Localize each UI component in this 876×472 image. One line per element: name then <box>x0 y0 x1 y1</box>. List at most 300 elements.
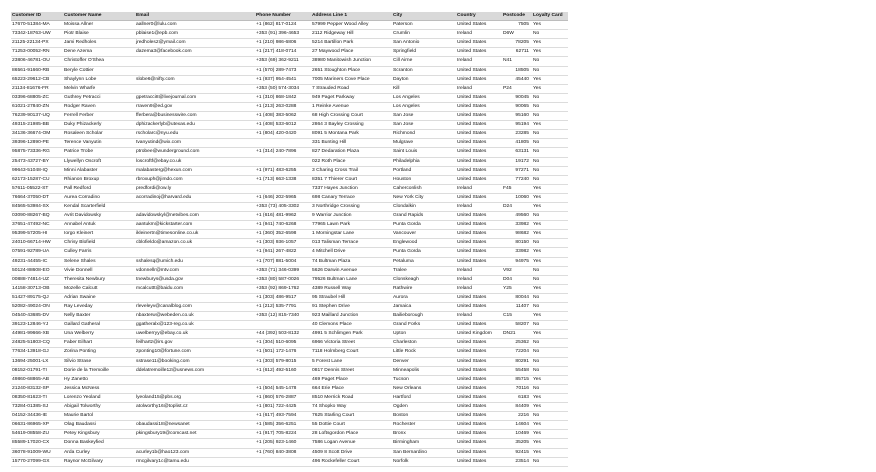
cell-country[interactable]: United States <box>456 430 502 439</box>
table-row[interactable] <box>11 148 568 157</box>
cell-email[interactable]: loscroftf@ebay.co.uk <box>135 157 255 166</box>
cell-customer-name[interactable]: Duky Phizackerly <box>63 121 135 130</box>
cell-phone-number[interactable]: +1 (210) 986-6806 <box>255 39 311 48</box>
cell-email[interactable]: nbaxterw@webeden.co.uk <box>135 312 255 321</box>
cell-customer-id[interactable]: 76664-37050-DT <box>11 193 63 202</box>
cell-city[interactable]: San Jose <box>392 112 456 121</box>
cell-address-line-1[interactable]: 0817 Dennis Street <box>311 366 392 375</box>
cell-postcode[interactable]: 80044 <box>502 293 532 302</box>
cell-phone-number[interactable]: +1 (760) 840-3808 <box>255 448 311 457</box>
cell-phone-number[interactable]: +44 (392) 503-8132 <box>255 330 311 339</box>
cell-customer-name[interactable]: Ferrell Ferber <box>63 112 135 121</box>
cell-loyalty-card[interactable]: No <box>532 30 568 39</box>
cell-phone-number[interactable]: +1 (941) 267-4822 <box>255 248 311 257</box>
column-header-country[interactable]: Country <box>456 12 502 21</box>
cell-customer-id[interactable]: 21240-83132-SP <box>11 384 63 393</box>
cell-customer-name[interactable]: Lorenzo Yeoland <box>63 393 135 402</box>
table-row[interactable] <box>11 57 568 66</box>
cell-phone-number[interactable]: +1 (937) 954-4541 <box>255 75 311 84</box>
cell-phone-number[interactable]: +1 (612) 492-5160 <box>255 366 311 375</box>
cell-customer-id[interactable]: 86561-91660-RB <box>11 66 63 75</box>
cell-address-line-1[interactable]: 331 Bunting Hill <box>311 139 392 148</box>
cell-country[interactable]: United States <box>456 357 502 366</box>
cell-email[interactable]: predfordi@ow.ly <box>135 184 255 193</box>
cell-customer-id[interactable]: 03090-88267-BQ <box>11 212 63 221</box>
cell-customer-name[interactable]: Jessica McNess <box>63 384 135 393</box>
cell-loyalty-card[interactable]: No <box>532 339 568 348</box>
cell-city[interactable]: Petaluma <box>392 257 456 266</box>
cell-postcode[interactable]: 62711 <box>502 48 532 57</box>
cell-customer-id[interactable]: 39123-12846-YJ <box>11 321 63 330</box>
cell-loyalty-card[interactable]: No <box>532 239 568 248</box>
cell-city[interactable]: Aurora <box>392 293 456 302</box>
cell-loyalty-card[interactable]: Yes <box>532 184 568 193</box>
table-row[interactable] <box>11 357 568 366</box>
cell-country[interactable]: Ireland <box>456 84 502 93</box>
cell-postcode[interactable]: Y25 <box>502 284 532 293</box>
table-row[interactable] <box>11 30 568 39</box>
cell-postcode[interactable]: 33982 <box>502 248 532 257</box>
cell-email[interactable]: sshalesq@umich.edu <box>135 257 255 266</box>
cell-address-line-1[interactable]: 3 Charing Cross Trail <box>311 166 392 175</box>
cell-address-line-1[interactable]: 4509 8 Scott Drive <box>311 448 392 457</box>
cell-postcode[interactable]: 7505 <box>502 21 532 30</box>
cell-loyalty-card[interactable]: Yes <box>532 248 568 257</box>
table-row[interactable] <box>11 248 568 257</box>
cell-loyalty-card[interactable]: No <box>532 175 568 184</box>
cell-email[interactable]: aallner0@lulu.com <box>135 21 255 30</box>
cell-loyalty-card[interactable]: No <box>532 457 568 466</box>
cell-city[interactable]: Hartford <box>392 393 456 402</box>
cell-customer-id[interactable]: 49231-44455-IC <box>11 257 63 266</box>
cell-loyalty-card[interactable]: Yes <box>532 403 568 412</box>
cell-country[interactable]: United States <box>456 102 502 111</box>
cell-customer-name[interactable]: Jami Redholes <box>63 39 135 48</box>
cell-country[interactable]: United States <box>456 148 502 157</box>
cell-email[interactable]: vdonnellr@mtv.com <box>135 266 255 275</box>
cell-customer-name[interactable]: Zorina Ponting <box>63 348 135 357</box>
cell-loyalty-card[interactable]: Yes <box>532 39 568 48</box>
table-row[interactable] <box>11 439 568 448</box>
table-row[interactable] <box>11 139 568 148</box>
cell-phone-number[interactable]: +1 (303) 486-9517 <box>255 293 311 302</box>
cell-customer-id[interactable]: 85589-17020-CX <box>11 439 63 448</box>
cell-country[interactable]: United States <box>456 121 502 130</box>
cell-city[interactable]: Houston <box>392 175 456 184</box>
cell-customer-name[interactable]: Melvin Wharfe <box>63 84 135 93</box>
table-row[interactable] <box>11 330 568 339</box>
cell-customer-id[interactable]: 21134-81676-FR <box>11 84 63 93</box>
cell-address-line-1[interactable]: 8510 Merrick Road <box>311 393 392 402</box>
cell-customer-name[interactable]: Iorgo Kleinert <box>63 230 135 239</box>
cell-email[interactable]: adavidowskyl@netvibes.com <box>135 212 255 221</box>
table-row[interactable] <box>11 312 568 321</box>
table-row[interactable] <box>11 221 568 230</box>
cell-customer-name[interactable]: Hy Zanetto <box>63 375 135 384</box>
cell-email[interactable] <box>135 66 255 75</box>
cell-customer-name[interactable]: Ray Leveday <box>63 303 135 312</box>
cell-customer-id[interactable]: 37651-47492-NC <box>11 221 63 230</box>
cell-customer-name[interactable]: Avrit Davidowsky <box>63 212 135 221</box>
cell-customer-name[interactable]: Christoffer O'Shea <box>63 57 135 66</box>
cell-phone-number[interactable] <box>255 321 311 330</box>
cell-email[interactable]: rbroxuph@jimdo.com <box>135 175 255 184</box>
cell-customer-name[interactable]: Selene Shales <box>63 257 135 266</box>
cell-country[interactable]: United States <box>456 221 502 230</box>
cell-country[interactable]: Ireland <box>456 266 502 275</box>
cell-email[interactable]: acorradinoj@harvard.edu <box>135 193 255 202</box>
cell-city[interactable]: Upton <box>392 330 456 339</box>
cell-city[interactable]: Minneapolis <box>392 366 456 375</box>
cell-postcode[interactable]: F45 <box>502 184 532 193</box>
cell-postcode[interactable]: 70116 <box>502 384 532 393</box>
cell-country[interactable]: United States <box>456 21 502 30</box>
cell-loyalty-card[interactable]: Yes <box>532 448 568 457</box>
cell-email[interactable]: zponting10@fortune.com <box>135 348 255 357</box>
cell-phone-number[interactable]: +1 (304) 510-6095 <box>255 339 311 348</box>
cell-customer-name[interactable]: Maurie Bartol <box>63 412 135 421</box>
cell-loyalty-card[interactable]: Yes <box>532 84 568 93</box>
cell-address-line-1[interactable]: 27 Maywood Place <box>311 48 392 57</box>
cell-customer-id[interactable]: 95875-73336-RG <box>11 148 63 157</box>
cell-customer-id[interactable]: 49315-21985-BB <box>11 121 63 130</box>
cell-customer-id[interactable]: 21125-22134-PX <box>11 39 63 48</box>
cell-country[interactable]: United States <box>456 339 502 348</box>
cell-loyalty-card[interactable]: No <box>532 366 568 375</box>
cell-customer-name[interactable]: Patrice Trobe <box>63 148 135 157</box>
cell-email[interactable]: atolworthy16@toplist.cz <box>135 403 255 412</box>
table-row[interactable] <box>11 93 568 102</box>
table-row[interactable] <box>11 430 568 439</box>
cell-address-line-1[interactable]: 2651 Stoughton Place <box>311 66 392 75</box>
cell-phone-number[interactable]: +353 (69) 362-9211 <box>255 57 311 66</box>
cell-customer-name[interactable]: Minni Alabaster <box>63 166 135 175</box>
cell-city[interactable]: Portland <box>392 166 456 175</box>
cell-phone-number[interactable]: +1 (801) 722-4425 <box>255 403 311 412</box>
cell-customer-id[interactable]: 08152-01791-TI <box>11 366 63 375</box>
cell-customer-id[interactable]: 03396-68805-ZC <box>11 93 63 102</box>
table-row[interactable] <box>11 275 568 284</box>
cell-address-line-1[interactable]: 4 Mitchell Drive <box>311 248 392 257</box>
cell-email[interactable] <box>135 248 255 257</box>
cell-customer-name[interactable]: Faber Eilhart <box>63 339 135 348</box>
cell-phone-number[interactable]: +353 (50) 574-3034 <box>255 84 311 93</box>
cell-phone-number[interactable]: +1 (971) 483-6255 <box>255 166 311 175</box>
cell-address-line-1[interactable]: 77965 Lawn Park <box>311 221 392 230</box>
cell-loyalty-card[interactable]: No <box>532 212 568 221</box>
cell-email[interactable]: rmcgilvary1c@tamu.edu <box>135 457 255 466</box>
cell-postcode[interactable]: C15 <box>502 312 532 321</box>
cell-customer-name[interactable]: Rhianon Broxup <box>63 175 135 184</box>
cell-address-line-1[interactable]: 7 Strauded Road <box>311 84 392 93</box>
cell-country[interactable]: United States <box>456 321 502 330</box>
cell-postcode[interactable]: V92 <box>502 266 532 275</box>
cell-city[interactable]: Saint Louis <box>392 148 456 157</box>
cell-country[interactable]: United States <box>456 303 502 312</box>
cell-customer-name[interactable]: Mozelle Calcutt <box>63 284 135 293</box>
cell-customer-id[interactable]: 95399-57205-HI <box>11 230 63 239</box>
cell-customer-name[interactable]: Una Welberry <box>63 330 135 339</box>
cell-phone-number[interactable]: +1 (707) 881-5004 <box>255 257 311 266</box>
cell-country[interactable]: United States <box>456 448 502 457</box>
table-row[interactable] <box>11 448 568 457</box>
cell-city[interactable]: Clondalkin <box>392 202 456 211</box>
cell-email[interactable]: fferbera@businesswire.com <box>135 112 255 121</box>
cell-customer-id[interactable]: 24825-51803-CQ <box>11 339 63 348</box>
cell-customer-name[interactable]: Shaylynn Lobe <box>63 75 135 84</box>
table-row[interactable] <box>11 193 568 202</box>
cell-address-line-1[interactable]: 74 Shopko Way <box>311 403 392 412</box>
cell-email[interactable]: rleveleyv@canalblog.com <box>135 303 255 312</box>
table-row[interactable] <box>11 175 568 184</box>
cell-email[interactable] <box>135 202 255 211</box>
cell-phone-number[interactable]: +1 (585) 356-6251 <box>255 421 311 430</box>
cell-city[interactable]: San Jose <box>392 121 456 130</box>
cell-country[interactable]: United States <box>456 139 502 148</box>
cell-email[interactable]: rraven9@ed.gov <box>135 102 255 111</box>
table-row[interactable] <box>11 412 568 421</box>
cell-phone-number[interactable]: +353 (91) 396-4653 <box>255 30 311 39</box>
cell-phone-number[interactable] <box>255 457 311 466</box>
table-row[interactable] <box>11 166 568 175</box>
cell-loyalty-card[interactable]: No <box>532 321 568 330</box>
cell-loyalty-card[interactable]: Yes <box>532 375 568 384</box>
cell-email[interactable]: lyeoland15@pbs.org <box>135 393 255 402</box>
cell-city[interactable]: Rochester <box>392 421 456 430</box>
table-row[interactable] <box>11 112 568 121</box>
cell-loyalty-card[interactable]: Yes <box>532 421 568 430</box>
cell-city[interactable]: Englewood <box>392 239 456 248</box>
cell-email[interactable] <box>135 84 255 93</box>
cell-postcode[interactable]: 19172 <box>502 157 532 166</box>
cell-phone-number[interactable]: +1 (617) 493-7594 <box>255 412 311 421</box>
cell-country[interactable]: United States <box>456 348 502 357</box>
table-row[interactable] <box>11 239 568 248</box>
cell-phone-number[interactable]: +1 (862) 817-0124 <box>255 21 311 30</box>
cell-phone-number[interactable]: +1 (941) 740-6268 <box>255 221 311 230</box>
cell-customer-name[interactable]: Terence Vanyutin <box>63 139 135 148</box>
cell-customer-id[interactable]: 14158-30713-OB <box>11 284 63 293</box>
cell-city[interactable]: Crumlin <box>392 30 456 39</box>
cell-postcode[interactable]: N41 <box>502 57 532 66</box>
cell-phone-number[interactable]: +1 (314) 240-7896 <box>255 148 311 157</box>
cell-loyalty-card[interactable]: Yes <box>532 439 568 448</box>
cell-postcode[interactable]: 72204 <box>502 348 532 357</box>
cell-city[interactable]: Birmingham <box>392 439 456 448</box>
cell-address-line-1[interactable]: 2864 3 Bayley Crossing <box>311 121 392 130</box>
cell-customer-id[interactable]: 44981-99666-XB <box>11 330 63 339</box>
cell-loyalty-card[interactable]: No <box>532 130 568 139</box>
cell-customer-id[interactable]: 04152-34436-IE <box>11 412 63 421</box>
cell-city[interactable]: Ogden <box>392 403 456 412</box>
cell-address-line-1[interactable]: 496 Rockefeller Court <box>311 457 392 466</box>
cell-customer-id[interactable]: 04540-43685-DV <box>11 312 63 321</box>
cell-address-line-1[interactable]: 28 Loftsgordon Place <box>311 430 392 439</box>
cell-loyalty-card[interactable]: Yes <box>532 257 568 266</box>
cell-country[interactable]: United States <box>456 257 502 266</box>
cell-postcode[interactable]: 84409 <box>502 403 532 412</box>
cell-postcode[interactable]: 63131 <box>502 148 532 157</box>
cell-postcode[interactable]: D24 <box>502 202 532 211</box>
cell-customer-id[interactable]: 71253-00052-RN <box>11 48 63 57</box>
cell-address-line-1[interactable]: 5214 Bartillon Park <box>311 39 392 48</box>
cell-customer-id[interactable]: 73284-01385-SJ <box>11 403 63 412</box>
column-header-loyalty-card[interactable]: Loyalty Card <box>532 12 568 21</box>
cell-city[interactable]: New Orleans <box>392 384 456 393</box>
cell-customer-name[interactable]: Guthrey Petracci <box>63 93 135 102</box>
table-row[interactable] <box>11 102 568 111</box>
cell-phone-number[interactable]: +353 (12) 815-7340 <box>255 312 311 321</box>
cell-city[interactable]: San Bernardino <box>392 448 456 457</box>
column-header-customer-name[interactable]: Customer Name <box>63 12 135 21</box>
cell-phone-number[interactable]: +1 (501) 172-1476 <box>255 348 311 357</box>
cell-customer-name[interactable]: Dorie de la Tremoille <box>63 366 135 375</box>
cell-country[interactable]: Ireland <box>456 30 502 39</box>
cell-address-line-1[interactable]: 013 Talisman Terrace <box>311 239 392 248</box>
cell-customer-name[interactable]: Arda Curley <box>63 448 135 457</box>
cell-customer-name[interactable]: Beryle Cottier <box>63 66 135 75</box>
cell-loyalty-card[interactable]: Yes <box>532 393 568 402</box>
cell-postcode[interactable]: 23514 <box>502 457 532 466</box>
cell-loyalty-card[interactable]: Yes <box>532 202 568 211</box>
cell-loyalty-card[interactable]: Yes <box>532 221 568 230</box>
cell-city[interactable]: New York City <box>392 193 456 202</box>
cell-country[interactable]: United States <box>456 384 502 393</box>
cell-country[interactable]: United States <box>456 39 502 48</box>
cell-address-line-1[interactable]: 57999 Pepper Wood Alley <box>311 21 392 30</box>
cell-customer-name[interactable]: Vivie Donnell <box>63 266 135 275</box>
cell-postcode[interactable]: 55458 <box>502 366 532 375</box>
cell-customer-id[interactable]: 76239-90137-UQ <box>11 112 63 121</box>
cell-email[interactable]: ikleinertn@timesonline.co.uk <box>135 230 255 239</box>
cell-loyalty-card[interactable]: Yes <box>532 48 568 57</box>
cell-customer-name[interactable]: Culley Farris <box>63 248 135 257</box>
cell-email[interactable]: tnewburys@usda.gov <box>135 275 255 284</box>
cell-loyalty-card[interactable]: No <box>532 348 568 357</box>
cell-address-line-1[interactable]: 7118 Holmberg Court <box>311 348 392 357</box>
cell-city[interactable]: Grand Forks <box>392 321 456 330</box>
cell-city[interactable]: Grand Rapids <box>392 212 456 221</box>
table-row[interactable] <box>11 457 568 466</box>
cell-loyalty-card[interactable]: No <box>532 93 568 102</box>
cell-phone-number[interactable]: +1 (408) 533-6012 <box>255 121 311 130</box>
cell-address-line-1[interactable]: 949 Paget Parkway <box>311 93 392 102</box>
cell-city[interactable]: Punta Gorda <box>392 248 456 257</box>
cell-email[interactable]: gpetracci8@livejournal.com <box>135 93 255 102</box>
cell-email[interactable]: aantukm@kickstarter.com <box>135 221 255 230</box>
cell-city[interactable]: Norfolk <box>392 457 456 466</box>
cell-country[interactable]: United States <box>456 157 502 166</box>
cell-country[interactable]: United States <box>456 393 502 402</box>
cell-customer-name[interactable]: Donna Baskeyfied <box>63 439 135 448</box>
cell-postcode[interactable]: 80291 <box>502 357 532 366</box>
cell-city[interactable]: Springfield <box>392 48 456 57</box>
cell-postcode[interactable]: 10060 <box>502 193 532 202</box>
cell-country[interactable]: United Kingdom <box>456 330 502 339</box>
cell-customer-id[interactable]: 17670-51384-MA <box>11 21 63 30</box>
cell-city[interactable]: Little Rock <box>392 348 456 357</box>
cell-postcode[interactable]: 6183 <box>502 393 532 402</box>
cell-customer-id[interactable]: 51427-89175-QJ <box>11 293 63 302</box>
cell-country[interactable]: United States <box>456 412 502 421</box>
cell-customer-name[interactable]: Annabel Antuk <box>63 221 135 230</box>
column-header-city[interactable]: City <box>392 12 456 21</box>
cell-email[interactable]: cblofieldo@amazon.co.uk <box>135 239 255 248</box>
table-row[interactable] <box>11 84 568 93</box>
cell-postcode[interactable]: 80150 <box>502 239 532 248</box>
cell-email[interactable]: rscholarc@nyu.edu <box>135 130 255 139</box>
cell-country[interactable]: Ireland <box>456 202 502 211</box>
table-row[interactable] <box>11 348 568 357</box>
cell-loyalty-card[interactable]: No <box>532 57 568 66</box>
cell-postcode[interactable]: 49560 <box>502 212 532 221</box>
cell-postcode[interactable]: 94975 <box>502 257 532 266</box>
cell-customer-id[interactable]: 49860-68865-AB <box>11 375 63 384</box>
cell-city[interactable]: Paterson <box>392 21 456 30</box>
cell-loyalty-card[interactable]: Yes <box>532 312 568 321</box>
cell-customer-id[interactable]: 07591-92789-UA <box>11 248 63 257</box>
cell-city[interactable]: Vancouver <box>392 230 456 239</box>
cell-city[interactable]: Charleston <box>392 339 456 348</box>
cell-country[interactable]: United States <box>456 293 502 302</box>
cell-loyalty-card[interactable]: No <box>532 293 568 302</box>
cell-phone-number[interactable]: +1 (303) 579-8015 <box>255 357 311 366</box>
cell-loyalty-card[interactable]: No <box>532 148 568 157</box>
cell-email[interactable]: pblaise1@epb.com <box>135 30 255 39</box>
table-row[interactable] <box>11 121 568 130</box>
cell-email[interactable]: dazema3@facebook.com <box>135 48 255 57</box>
cell-country[interactable]: United States <box>456 239 502 248</box>
table-row[interactable] <box>11 75 568 84</box>
cell-postcode[interactable]: D04 <box>502 275 532 284</box>
cell-customer-id[interactable]: 15770-27099-GX <box>11 457 63 466</box>
cell-country[interactable]: Ireland <box>456 312 502 321</box>
column-header-email[interactable]: Email <box>135 12 255 21</box>
table-row[interactable] <box>11 321 568 330</box>
table-row[interactable] <box>11 21 568 30</box>
cell-country[interactable]: Ireland <box>456 57 502 66</box>
cell-country[interactable]: United States <box>456 93 502 102</box>
table-row[interactable] <box>11 375 568 384</box>
cell-country[interactable]: United States <box>456 421 502 430</box>
cell-postcode[interactable]: D6W <box>502 30 532 39</box>
cell-customer-id[interactable]: 34136-36674-OM <box>11 130 63 139</box>
cell-email[interactable]: jredholes2@ymail.com <box>135 39 255 48</box>
table-row[interactable] <box>11 284 568 293</box>
cell-postcode[interactable]: 33982 <box>502 221 532 230</box>
cell-city[interactable]: Dayton <box>392 75 456 84</box>
cell-email[interactable]: feilhartz@irs.gov <box>135 339 255 348</box>
cell-address-line-1[interactable]: 923 Maillard Junction <box>311 312 392 321</box>
cell-phone-number[interactable]: +1 (213) 263-0288 <box>255 102 311 111</box>
cell-postcode[interactable]: 97271 <box>502 166 532 175</box>
cell-city[interactable]: Punta Gorda <box>392 221 456 230</box>
cell-postcode[interactable]: 58207 <box>502 321 532 330</box>
cell-email[interactable]: tvanyutind@wix.com <box>135 139 255 148</box>
cell-address-line-1[interactable]: 7005 Mariners Cove Place <box>311 75 392 84</box>
cell-city[interactable]: Scranton <box>392 66 456 75</box>
cell-city[interactable]: Philadelphia <box>392 157 456 166</box>
cell-country[interactable]: United States <box>456 230 502 239</box>
table-row[interactable] <box>11 230 568 239</box>
cell-customer-id[interactable]: 52082-49024-ON <box>11 303 63 312</box>
cell-email[interactable] <box>135 384 255 393</box>
cell-phone-number[interactable]: +1 (205) 923-1460 <box>255 439 311 448</box>
cell-phone-number[interactable] <box>255 375 311 384</box>
cell-customer-name[interactable]: Olag Baudassi <box>63 421 135 430</box>
cell-country[interactable]: United States <box>456 248 502 257</box>
cell-country[interactable]: United States <box>456 166 502 175</box>
